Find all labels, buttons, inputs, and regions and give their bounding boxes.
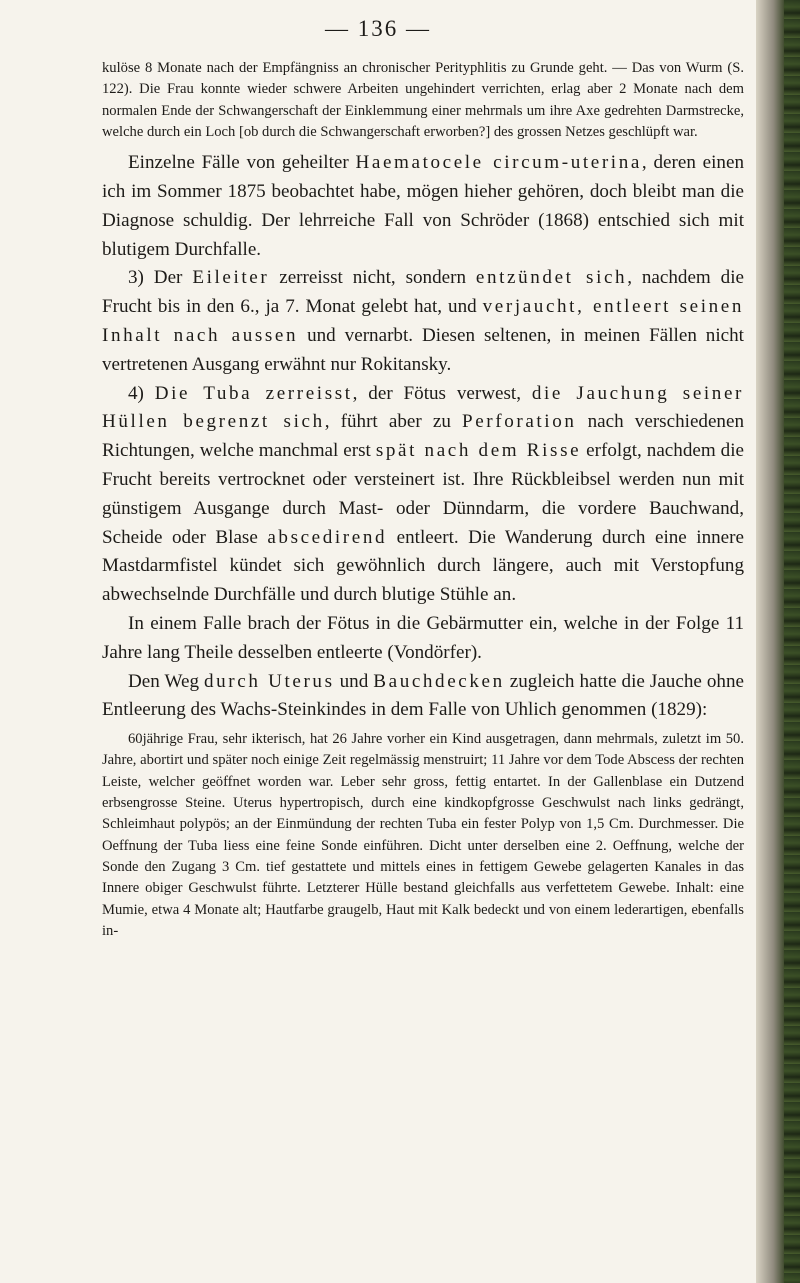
body-text bbox=[102, 58, 744, 942]
text-run: , führt aber zu bbox=[324, 411, 462, 433]
emphasized-text: Eileiter bbox=[192, 267, 270, 289]
text-run: 3) Der bbox=[128, 267, 193, 289]
emphasized-text: Die Tuba zerreisst bbox=[154, 382, 353, 404]
text-run: , deren einen ich im Sommer 1875 beobachtet habe, mögen hieher gehören, doch bleibt man die Diagnose schuldig. Der lehrreiche Fall von Schröder (1868) entschied sich mit blutigem Durchfalle. bbox=[102, 152, 744, 260]
emphasized-text: entzündet sich bbox=[475, 267, 628, 289]
page-number: — 136 — bbox=[325, 16, 431, 41]
paragraph bbox=[102, 729, 744, 942]
emphasized-text: Perforation bbox=[462, 411, 577, 433]
text-run: 4) bbox=[128, 382, 155, 404]
text-run: Einzelne Fälle von geheilter bbox=[128, 152, 356, 174]
paragraph bbox=[102, 149, 744, 264]
text-run: nach verschiedenen Richtungen, welche manchmal erst bbox=[102, 411, 745, 462]
text-run: 60jährige Frau, sehr ikterisch, hat 26 Jahre vorher ein Kind ausgetragen, dann mehrmals, zuletzt im 50. Jahre, abortirt und später noch einige Zeit regelmässig menstruirt; 11 Jahre vor dem Tode Abscess der rechten Leiste, welcher geöffnet worden war. Leber sehr gross, fettig entartet. In der Gallenblase ein Dutzend erbsengrosse Steine. Uterus hypertropisch, durch eine kindkopfgrosse Geschwulst nach links gedrängt, Schleimhaut polypös; an der Einmündung der rechten Tuba ein fester Polyp von 1,5 Cm. Durchmesser. Die Oeffnung der Tuba liess eine feine Sonde einführen. Dicht unter derselben eine 2. Oeffnung, welche der Sonde den Zugang 3 Cm. tief gestattete und mittels eines in fettigem Gewebe gelagerten Kanales in das Innere obiger Geschwulst führte. Letzterer Hülle bestand gleichfalls aus verfettetem Gewebe. Inhalt: eine Mumie, etwa 4 Monate alt; Hautfarbe graugelb, Haut mit Kalk bedeckt und von einem lederartigen, ebenfalls in- bbox=[102, 731, 744, 939]
emphasized-text: die Jauchung seiner Hüllen begrenzt sich bbox=[102, 382, 744, 433]
text-run: Den Weg bbox=[128, 670, 205, 692]
page-edge-binding bbox=[784, 0, 800, 1283]
paragraph bbox=[102, 668, 744, 726]
text-run: und bbox=[334, 670, 374, 692]
text-run: entleert. Die Wanderung durch eine innere Mastdarmfistel kündet sich gewöhnlich durch längere, auch mit Verstopfung abwechselnde Durchfälle und durch blutige Stühle an. bbox=[102, 526, 744, 606]
paragraph bbox=[102, 380, 744, 610]
emphasized-text: spät nach dem Risse bbox=[375, 440, 582, 462]
text-run: zerreisst nicht, sondern bbox=[269, 267, 476, 289]
emphasized-text: abscedirend bbox=[267, 526, 388, 548]
text-run: , der Fötus verwest, bbox=[352, 382, 532, 404]
paragraph bbox=[102, 58, 744, 143]
paragraph bbox=[102, 264, 744, 379]
text-run: und vernarbt. Diesen seltenen, in meinen Fällen nicht vertretenen Ausgang erwähnt nur Rokitansky. bbox=[102, 324, 744, 375]
page-edge bbox=[756, 0, 800, 1283]
text-run: zugleich hatte die Jauche ohne Entleerung des Wachs-Steinkindes in dem Falle von Uhlich genommen (1829): bbox=[102, 670, 744, 721]
emphasized-text: durch Uterus bbox=[204, 670, 335, 692]
text-run: , nachdem die Frucht bis in den 6., ja 7. Monat gelebt hat, und bbox=[102, 267, 745, 318]
emphasized-text: Bauchdecken bbox=[373, 670, 505, 692]
text-run: erfolgt, nachdem die Frucht bereits vertrocknet oder versteinert ist. Ihre Rückbleibsel werden nun mit günstigem Ausgange durch Mast- oder Dünndarm, die vordere Bauchwand, Scheide oder Blase bbox=[102, 440, 744, 548]
paragraph bbox=[102, 610, 744, 668]
emphasized-text: verjaucht, entleert seinen Inhalt nach aussen bbox=[102, 296, 745, 346]
emphasized-text: Haematocele circum-uterina bbox=[355, 152, 642, 174]
text-run: kulöse 8 Monate nach der Empfängniss an chronischer Perityphlitis zu Grunde geht. — Das von Wurm (S. 122). Die Frau konnte wieder schwere Arbeiten ungehindert verrichten, erlag aber 2 Monate nach dem normalen Ende der Schwangerschaft der Einklemmung einer mehrmals um ihre Axe gedrehten Darmstrecke, welche durch ein Loch [ob durch die Schwangerschaft erworben?] des grossen Netzes geschlüpft war. bbox=[102, 60, 744, 140]
text-run: In einem Falle brach der Fötus in die Gebärmutter ein, welche in der Folge 11 Jahre lang Theile desselben entleerte (Vondörfer). bbox=[102, 612, 744, 663]
